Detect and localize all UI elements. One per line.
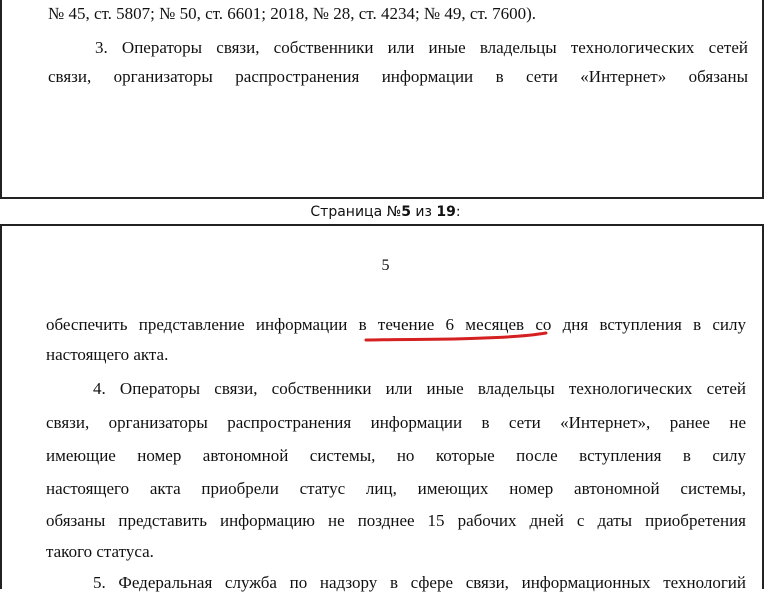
page-number: 5: [381, 257, 390, 274]
page-indicator: [0, 202, 771, 222]
page-indicator-current: 5: [401, 204, 411, 220]
text-line-para1-1: обеспечить представление информации в течение 6 месяцев со дня вступления в силу: [46, 315, 746, 334]
page-indicator-middle: из: [410, 204, 437, 220]
text-line-para4-2: связи, организаторы распространения информации в сети «Интернет», ранее не: [46, 413, 746, 432]
text-line-para1-2: настоящего акта.: [46, 345, 169, 364]
page-indicator-prefix: Страница №: [310, 204, 402, 220]
text-line-para4-6: такого статуса.: [46, 542, 154, 561]
red-underline-annotation: [364, 330, 548, 344]
page-indicator-suffix: :: [455, 204, 461, 220]
page-indicator-total: 19: [436, 204, 456, 220]
text-line-para3-2: связи, организаторы распространения информации в сети «Интернет» обязаны: [48, 67, 748, 86]
document-page-bottom: [0, 224, 764, 589]
text-line-para3-1: 3. Операторы связи, собственники или иные владельцы технологических сетей: [95, 38, 748, 57]
text-line-citation: № 45, ст. 5807; № 50, ст. 6601; 2018, № 28, ст. 4234; № 49, ст. 7600).: [48, 4, 536, 23]
text-line-para4-3: имеющие номер автономной системы, но которые после вступления в силу: [46, 446, 746, 465]
text-line-para4-4: настоящего акта приобрели статус лиц, имеющих номер автономной системы,: [46, 479, 746, 498]
text-line-para4-1: 4. Операторы связи, собственники или иные владельцы технологических сетей: [93, 379, 746, 398]
text-line-para5-1: 5. Федеральная служба по надзору в сфере связи, информационных технологий: [93, 573, 746, 592]
document-page-top: [0, 0, 764, 199]
text-line-para4-5: обязаны представить информацию не позднее 15 рабочих дней с даты приобретения: [46, 511, 746, 530]
